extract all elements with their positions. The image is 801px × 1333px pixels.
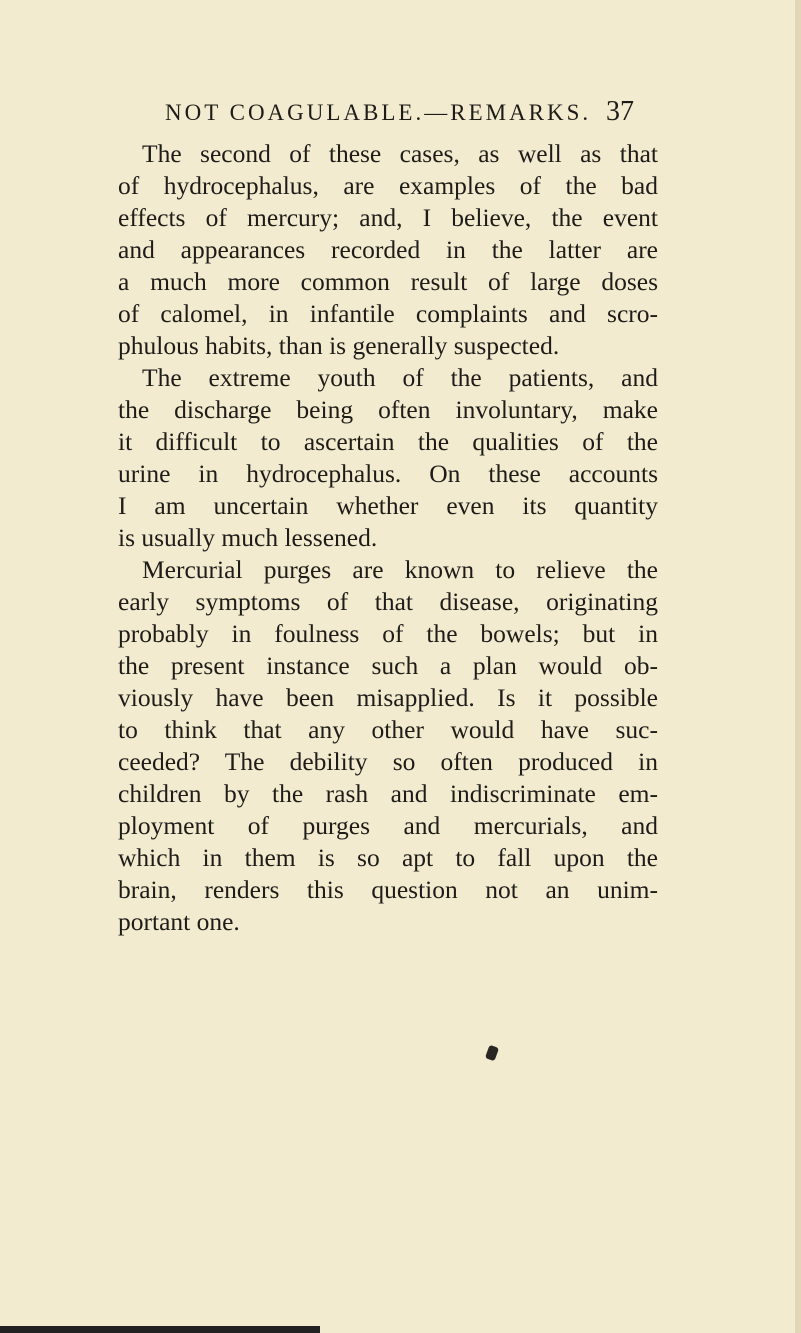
text-line: urine in hydrocephalus. On these accounts <box>118 459 658 488</box>
text-line: The second of these cases, as well as that <box>142 139 658 168</box>
text-line: a much more common result of large doses <box>118 267 658 296</box>
text-line: the discharge being often involuntary, make <box>118 395 658 424</box>
text-line: of calomel, in infantile complaints and scro- <box>118 299 658 328</box>
text-line: portant one. <box>118 907 240 936</box>
text-line: to think that any other would have suc- <box>118 715 658 744</box>
text-line: phulous habits, than is generally suspected. <box>118 331 560 360</box>
text-line: effects of mercury; and, I believe, the event <box>118 203 658 232</box>
text-line: and appearances recorded in the latter are <box>118 235 658 264</box>
running-head: NOT COAGULABLE.—REMARKS. <box>165 100 592 125</box>
body-text <box>118 138 658 938</box>
text-line: is usually much lessened. <box>118 523 378 552</box>
text-line: viously have been misapplied. Is it possible <box>118 683 658 712</box>
text-line: children by the rash and indiscriminate em- <box>118 779 658 808</box>
text-line: of hydrocephalus, are examples of the bad <box>118 171 658 200</box>
text-line: probably in foulness of the bowels; but in <box>118 619 658 648</box>
text-line: which in them is so apt to fall upon the <box>118 843 658 872</box>
text-line: it difficult to ascertain the qualities of the <box>118 427 658 456</box>
text-line: ployment of purges and mercurials, and <box>118 811 658 840</box>
text-line: Mercurial purges are known to relieve the <box>142 555 658 584</box>
page-edge-shadow <box>795 0 801 1333</box>
page-number: 37 <box>606 96 634 127</box>
page-edge-bottom <box>0 1326 320 1333</box>
text-line: The extreme youth of the patients, and <box>142 363 658 392</box>
text-line: ceeded? The debility so often produced in <box>118 747 658 776</box>
text-line: the present instance such a plan would ob- <box>118 651 658 680</box>
ink-blot-mark <box>485 1045 499 1062</box>
text-line: I am uncertain whether even its quantity <box>118 491 658 520</box>
text-line: brain, renders this question not an unim- <box>118 875 658 904</box>
text-line: early symptoms of that disease, originating <box>118 587 658 616</box>
